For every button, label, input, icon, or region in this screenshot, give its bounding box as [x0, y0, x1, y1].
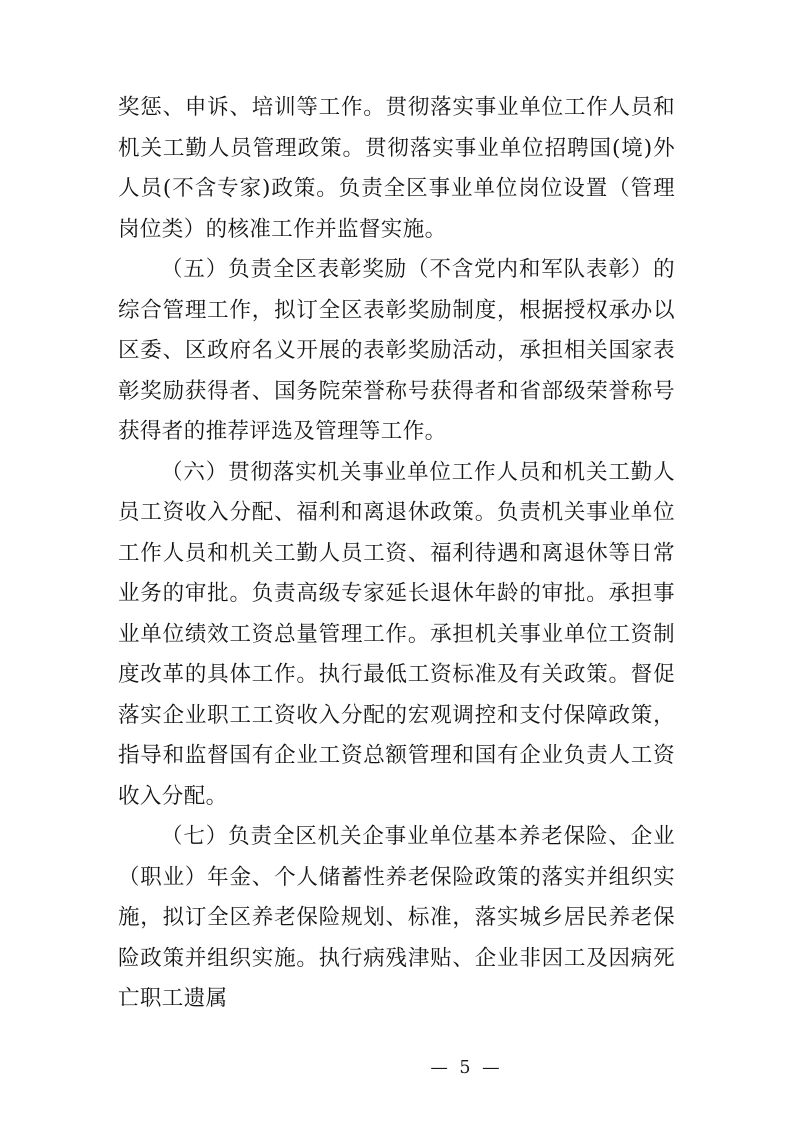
- page-footer: [0, 1058, 793, 1078]
- page-number: — 5 —: [430, 1058, 503, 1078]
- paragraph-item-seven: （七）负责全区机关企事业单位基本养老保险、企业（职业）年金、个人储蓄性养老保险政策的落实并组织实施，拟订全区养老保险规划、标准，落实城乡居民养老保险政策并组织实施。执行病残津贴、企业非因工及因病死亡职工遗属: [118, 824, 675, 1011]
- document-body: [118, 88, 675, 1020]
- paragraph-item-six: （六）贯彻落实机关事业单位工作人员和机关工勤人员工资收入分配、福利和离退休政策。负责机关事业单位工作人员和机关工勤人员工资、福利待遇和离退休等日常业务的审批。负责高级专家延长退休年龄的审批。承担事业单位绩效工资总量管理工作。承担机关事业单位工资制度改革的具体工作。执行最低工资标准及有关政策。督促落实企业职工工资收入分配的宏观调控和支付保障政策，指导和监督国有企业工资总额管理和国有企业负责人工资收入分配。: [118, 459, 675, 809]
- paragraph-item-five: （五）负责全区表彰奖励（不含党内和军队表彰）的综合管理工作，拟订全区表彰奖励制度，根据授权承办以区委、区政府名义开展的表彰奖励活动，承担相关国家表彰奖励获得者、国务院荣誉称号获得者和省部级荣誉称号获得者的推荐评选及管理等工作。: [118, 257, 675, 444]
- paragraph-continued: 奖惩、申诉、培训等工作。贯彻落实事业单位工作人员和机关工勤人员管理政策。贯彻落实事业单位招聘国(境)外人员(不含专家)政策。负责全区事业单位岗位设置（管理岗位类）的核准工作并监督实施。: [118, 95, 675, 242]
